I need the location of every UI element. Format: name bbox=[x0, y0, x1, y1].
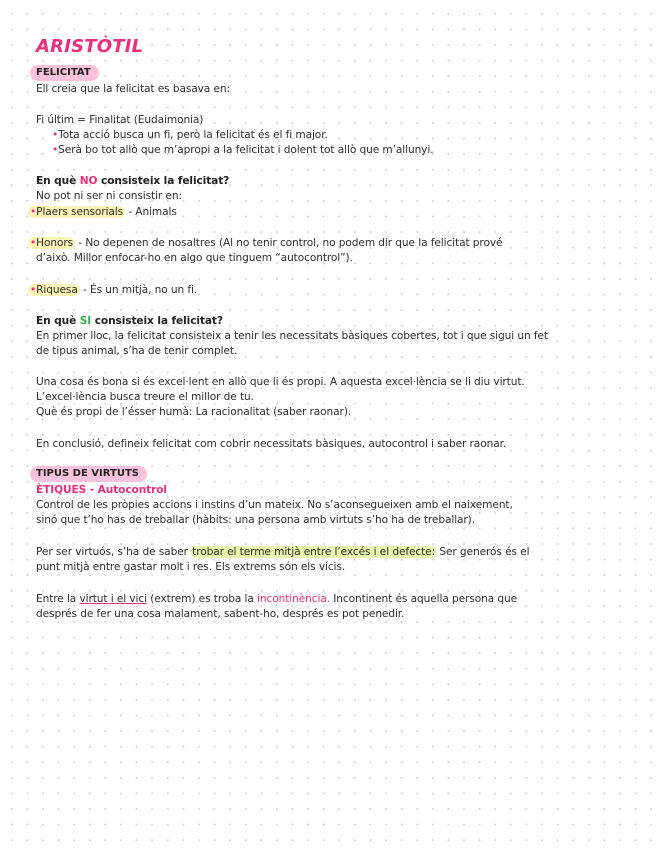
fi-ultim-line: Fi últim = Finalitat (Eudaimonia) bbox=[36, 114, 204, 126]
incontinencia-line: després de fer una cosa malament, sabent-ho, després es pot penedir. bbox=[36, 608, 405, 620]
virtut-line: Què és propi de l’ésser humà: La racionalitat (saber raonar). bbox=[36, 406, 352, 418]
plaers-item: •Plaers sensorials - Animals bbox=[30, 206, 177, 218]
honors-continuation: d’això. Millor enfocar-ho en algo que tinguem “autocontrol”). bbox=[36, 252, 353, 264]
highlight-plaers: •Plaers sensorials bbox=[30, 206, 124, 218]
question-si-heading: En què SI consisteix la felicitat? bbox=[36, 315, 223, 327]
underline-virtut-vici: virtut i el vici bbox=[79, 593, 147, 605]
bullet-dot: • bbox=[52, 144, 59, 156]
etiques-line: Control de les pròpies accions i instins d’un mateix. No s’aconsegueixen amb el naixement, bbox=[36, 499, 513, 511]
subheading-etiques: ÈTIQUES - Autocontrol bbox=[36, 484, 167, 496]
pink-incontinencia: incontinència. bbox=[257, 593, 330, 605]
section-heading-virtuts: TIPUS DE VIRTUTS bbox=[30, 466, 147, 482]
si-line: de tipus animal, s’ha de tenir complet. bbox=[36, 345, 238, 357]
virtut-line: Una cosa és bona si és excel·lent en allò que li és propi. A aquesta excel·lència se li diu virtut. bbox=[36, 376, 525, 388]
highlight-terme-mitja: trobar el terme mitjà entre l’excés i el defecte: bbox=[192, 546, 436, 558]
bullet-item: •Serà bo tot allò que m’apropi a la felicitat i dolent tot allò que m’allunyi. bbox=[52, 144, 434, 156]
virtuos-line: Per ser virtuós, s’ha de saber trobar el terme mitjà entre l’excés i el defecte: Ser generós és el bbox=[36, 546, 530, 558]
no-intro-line: No pot ni ser ni consistir en: bbox=[36, 190, 182, 202]
highlight-riquesa: •Riquesa bbox=[30, 284, 78, 296]
virtuos-line: punt mitjà entre gastar molt i res. Els extrems són els vicis. bbox=[36, 561, 346, 573]
etiques-line: sinó que t’ho has de treballar (hàbits: una persona amb virtuts s’ho ha de treballar). bbox=[36, 514, 475, 526]
page-title: ARISTÒTIL bbox=[36, 36, 144, 57]
conclusion-line: En conclusió, defineix felicitat com cobrir necessitats bàsiques, autocontrol i saber raonar. bbox=[36, 438, 507, 450]
bullet-item: •Tota acció busca un fi, però la felicitat és el fi major. bbox=[52, 129, 328, 141]
virtut-line: L’excel·lència busca treure el millor de tu. bbox=[36, 391, 254, 403]
incontinencia-line: Entre la virtut i el vici (extrem) es troba la incontinència. Incontinent és aquella persona que bbox=[36, 593, 518, 605]
honors-item: •Honors - No depenen de nosaltres (Al no tenir control, no podem dir que la felicitat prové bbox=[30, 237, 503, 249]
bullet-dot: • bbox=[52, 129, 59, 141]
si-line: En primer lloc, la felicitat consisteix a tenir les necessitats bàsiques cobertes, tot i que sigui un fet bbox=[36, 330, 548, 342]
question-no-heading: En què NO consisteix la felicitat? bbox=[36, 175, 230, 187]
intro-line: Ell creia que la felicitat es basava en: bbox=[36, 83, 230, 95]
riquesa-item: •Riquesa - És un mitjà, no un fi. bbox=[30, 284, 198, 296]
section-heading-felicitat: FELICITAT bbox=[30, 65, 99, 81]
highlight-honors: •Honors bbox=[30, 237, 74, 249]
